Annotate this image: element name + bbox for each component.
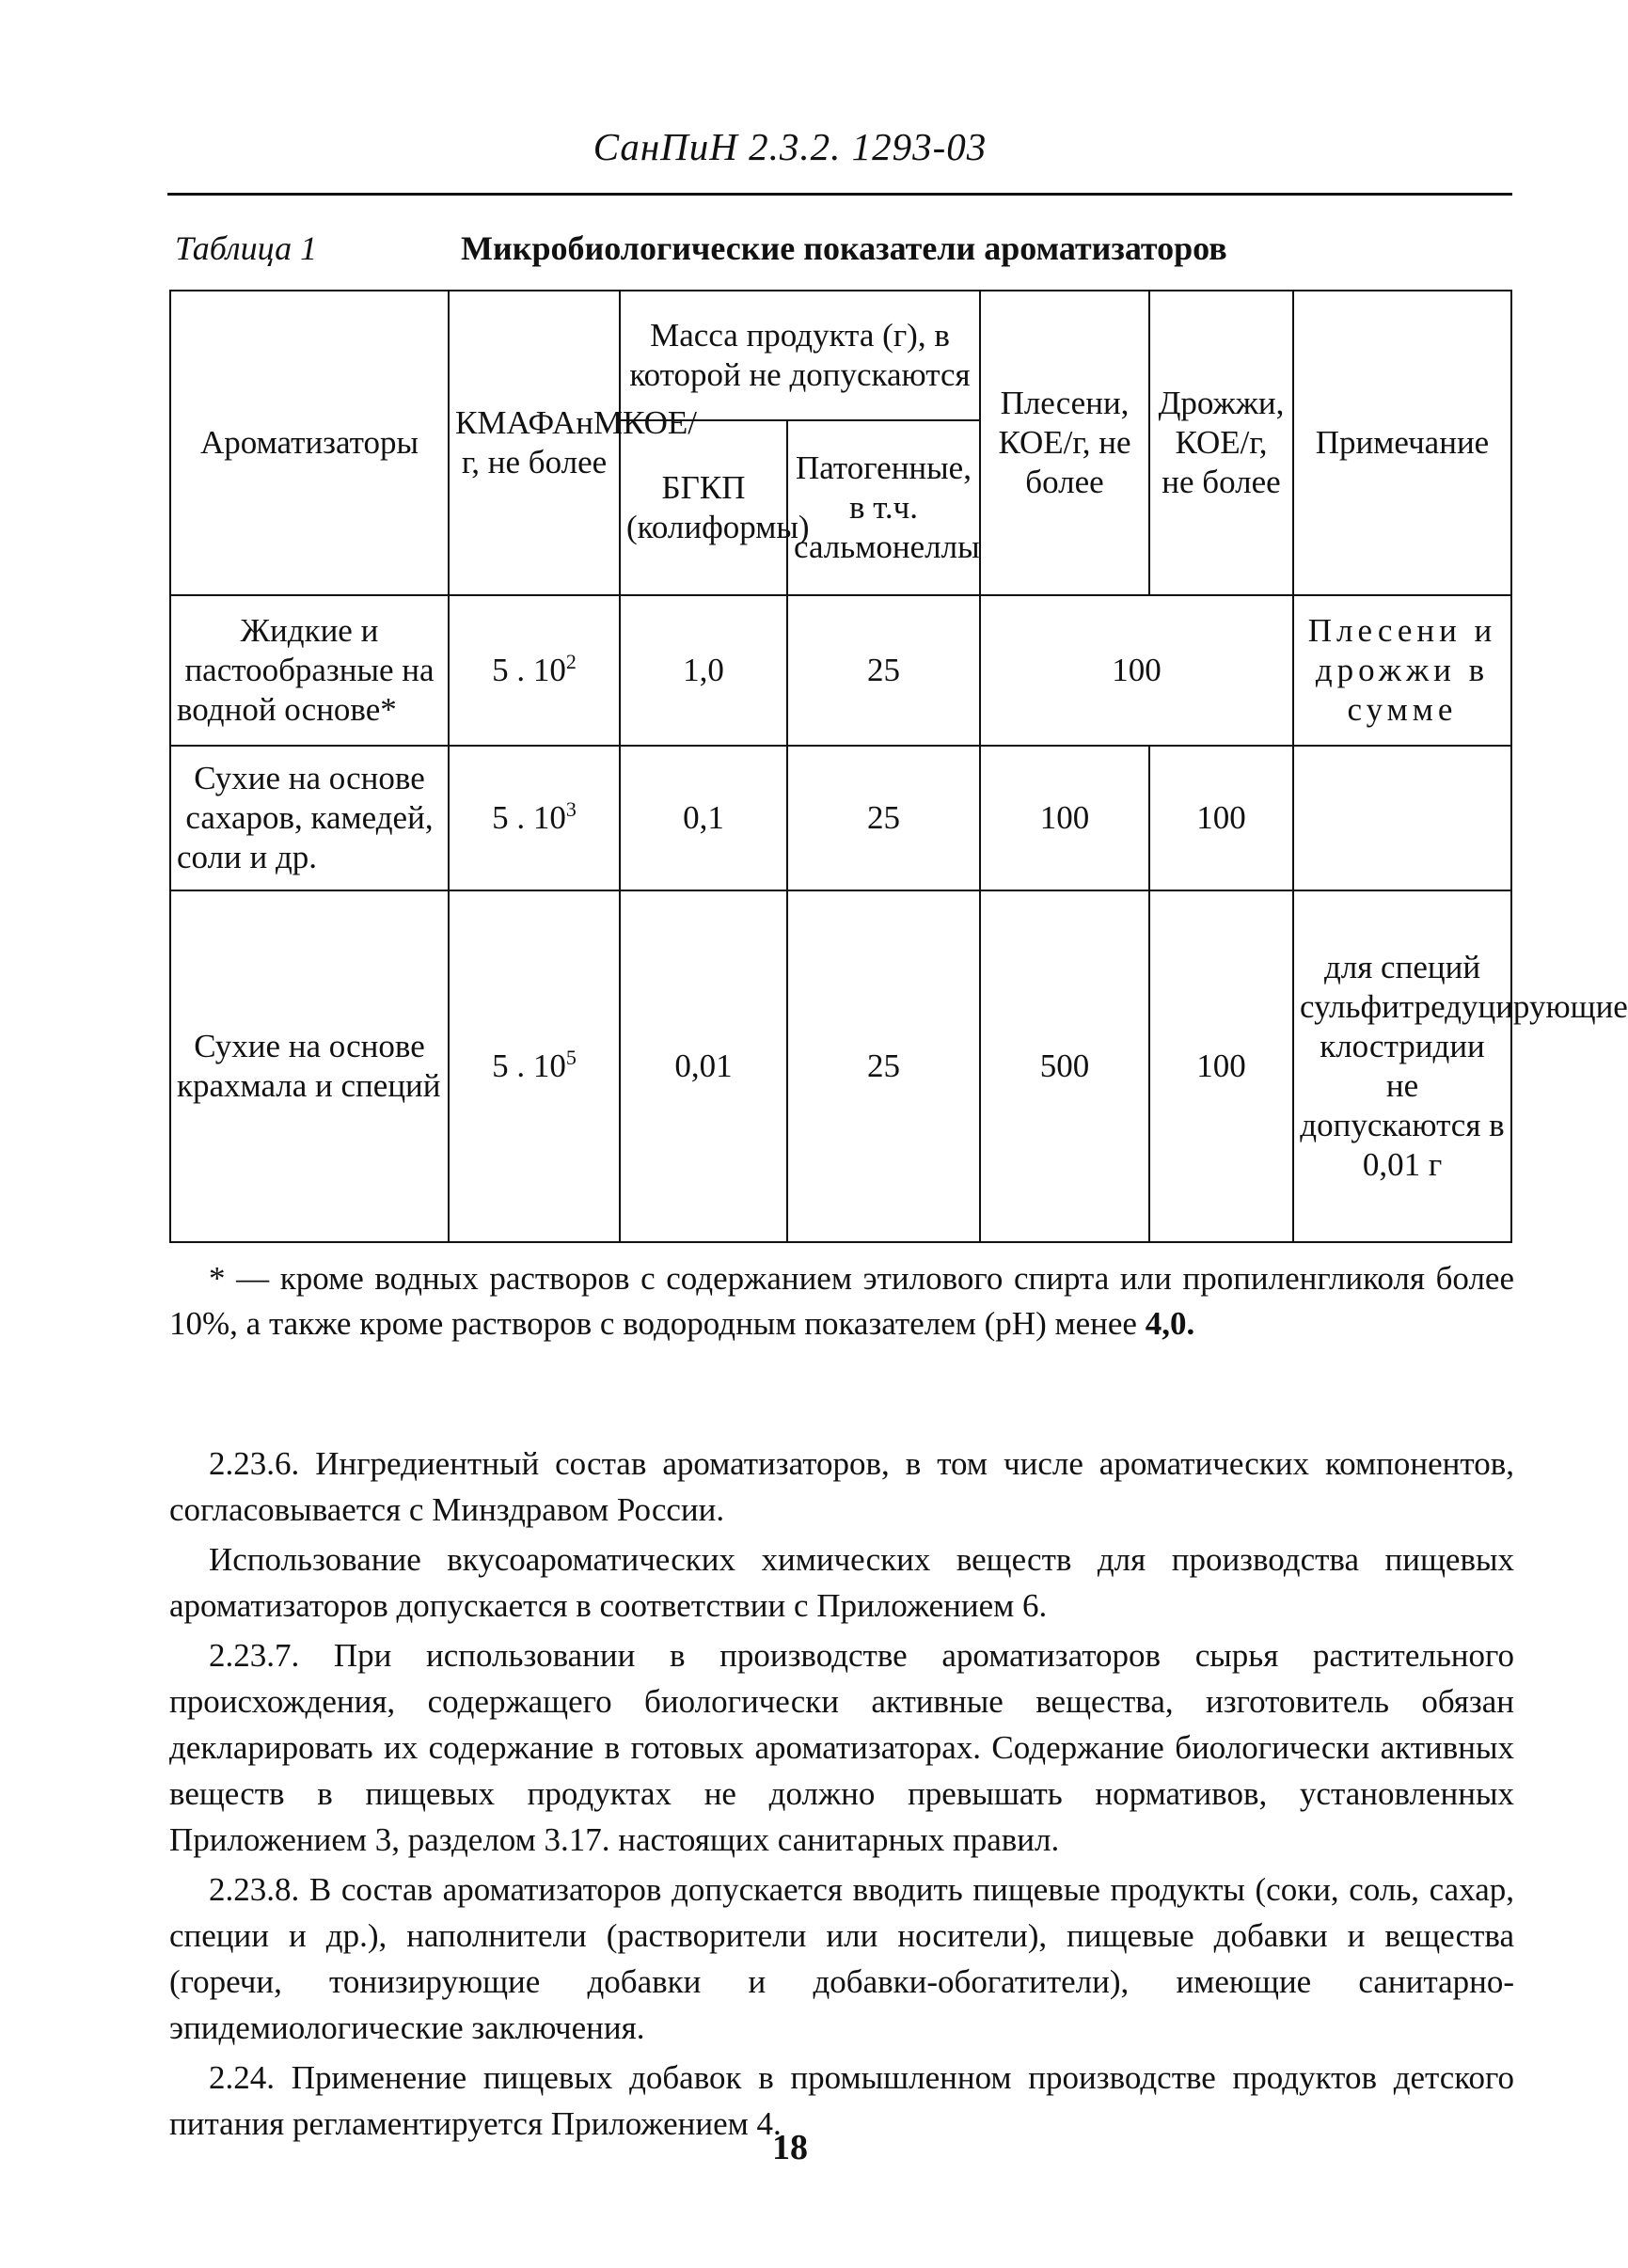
paragraph-2-23-6: 2.23.6. Ингредиентный состав ароматизаторов, в том числе ароматических компонентов, согласовывается с Минздравом России. — [169, 1445, 1514, 1528]
header-yeasts: Дрожжи, КОЕ/г, не более — [1149, 291, 1293, 595]
row-kmafanm: 5 . $10^3$ — [449, 746, 620, 890]
body-text — [169, 1441, 1514, 2150]
running-header-title: СанПиН 2.3.2. 1293-03 — [593, 125, 988, 168]
header-kmafanm: КМАФАнМКОЕ/г, не более — [449, 291, 620, 595]
header-molds: Плесени, КОЕ/г, не более — [980, 291, 1149, 595]
page-number: 18 — [772, 2128, 808, 2167]
row-kmafanm: 5 . $10^2$ — [449, 595, 620, 746]
row-pathogens: 25 — [787, 746, 980, 890]
paragraph-flavoring-chemicals: Использование вкусоароматических химических веществ для производства пищевых ароматизаторов допускается в соответствии с Приложением 6. — [169, 1541, 1514, 1624]
row-note: для специй сульфитредуцирующие клостридии не допускаются в 0,01 г — [1293, 890, 1511, 1242]
row-pathogens: 25 — [787, 890, 980, 1242]
row-note — [1293, 746, 1511, 890]
header-mass-group: Масса продукта (г), в которой не допускаются — [620, 291, 980, 420]
row-bgkp: 0,01 — [620, 890, 787, 1242]
header-product: Ароматизаторы — [170, 291, 449, 595]
row-product: Жидкие и пастообразные на водной основе* — [170, 595, 449, 746]
footnote-text: * — кроме водных растворов с содержанием этилового спирта или пропиленгликоля более 10%, а также кроме растворов с водородным показателем (рН) менее — [169, 1260, 1514, 1343]
row-note: Плесени и дрожжи в сумме — [1293, 595, 1511, 746]
table-row — [170, 890, 1511, 1242]
row-molds-yeasts: 100 — [980, 595, 1293, 746]
row-molds: 500 — [980, 890, 1149, 1242]
row-yeasts: 100 — [1149, 890, 1293, 1242]
row-yeasts: 100 — [1149, 746, 1293, 890]
table-footnote — [169, 1256, 1514, 1347]
paragraph-2-24: 2.24. Применение пищевых добавок в промышленном производстве продуктов детского питания регламентируется Приложением 4. — [169, 2059, 1514, 2142]
row-bgkp: 1,0 — [620, 595, 787, 746]
row-bgkp: 0,1 — [620, 746, 787, 890]
footnote-value: 4,0. — [1145, 1305, 1195, 1343]
table-row — [170, 746, 1511, 890]
row-product: Сухие на основе крахмала и специй — [170, 890, 449, 1242]
header-note: Примечание — [1293, 291, 1511, 595]
header-pathogens: Патогенные, в т.ч. сальмонеллы — [787, 420, 980, 595]
row-kmafanm: 5 . $10^5$ — [449, 890, 620, 1242]
row-product: Сухие на основе сахаров, камедей, соли и др. — [170, 746, 449, 890]
table-title: Микробиологические показатели ароматизаторов — [461, 229, 1227, 267]
table-row — [170, 595, 1511, 746]
table-number: Таблица 1 — [175, 229, 318, 267]
header-bgkp: БГКП (колиформы) — [620, 420, 787, 595]
row-pathogens: 25 — [787, 595, 980, 746]
paragraph-2-23-7: 2.23.7. При использовании в производстве ароматизаторов сырья растительного происхождения, содержащего биологически активные вещества, изготовитель обязан декларировать их содержание в готовых ароматизаторах. Содержание биологически активных веществ в пищевых продуктах не должно превышать нормативов, установленных Приложением 3, разделом 3.17. настоящих санитарных правил. — [169, 1637, 1514, 1858]
header-divider — [167, 193, 1512, 196]
paragraph-2-23-8: 2.23.8. В состав ароматизаторов допускается вводить пищевые продукты (соки, соль, сахар, специи и др.), наполнители (растворители или носители), пищевые добавки и вещества (горечи, тонизирующие добавки и добавки-обогатители), имеющие санитарно-эпидемиологические заключения. — [169, 1871, 1514, 2046]
microbiology-table — [169, 290, 1628, 1243]
row-molds: 100 — [980, 746, 1149, 890]
table-header-row — [170, 291, 1511, 420]
